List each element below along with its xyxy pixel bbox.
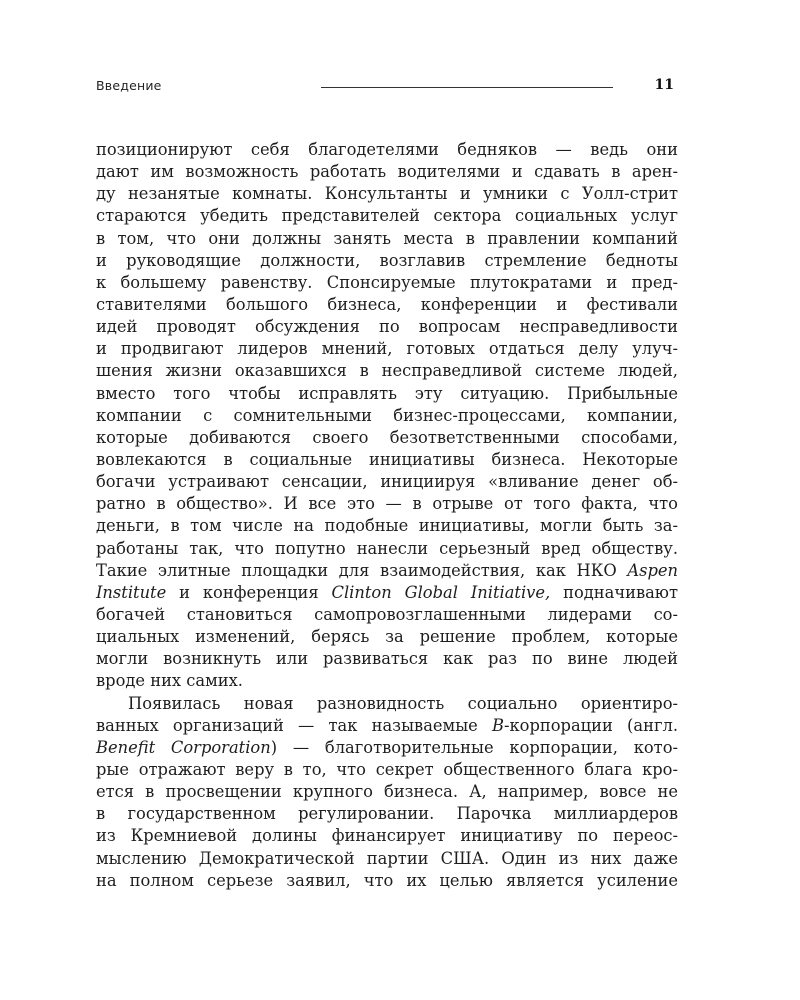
text-segment: ратно в общество». И все это — в отрыве от того факта, что [96,494,678,514]
text-line [96,538,678,560]
text-line [96,759,678,781]
text-line [96,693,678,715]
body-text [96,139,678,892]
text-segment: ванных организаций — так называемые [96,715,492,735]
section-title: Введение [96,78,162,93]
text-line [96,272,678,294]
text-segment: и конференция [166,582,332,602]
text-segment: рые отражают веру в то, что секрет общественного блага кро- [96,759,678,779]
text-segment: которые добиваются своего безответственными способами, [96,427,678,447]
text-segment: ется в просвещении крупного бизнеса. А, например, вовсе не [96,782,678,802]
text-line [96,161,678,183]
text-segment: мыслению Демократической партии США. Один из них даже [96,848,678,868]
running-header [96,77,676,99]
text-segment: богачей становиться самопровозглашенными лидерами со- [96,604,678,624]
text-segment: на полном серьезе заявил, что их целью является усиление [96,870,678,890]
text-segment: дают им возможность работать водителями и сдавать в арен- [96,162,678,182]
italic-text: B [492,715,504,735]
text-line [96,626,678,648]
text-segment: в государственном регулировании. Парочка миллиардеров [96,804,678,824]
text-line [96,493,678,515]
text-line [96,803,678,825]
text-segment: вовлекаются в социальные инициативы бизнеса. Некоторые [96,449,678,469]
text-line [96,449,678,471]
text-line [96,582,678,604]
text-segment: вместо того чтобы исправлять эту ситуацию. Прибыльные [96,383,678,403]
text-line [96,294,678,316]
text-segment: идей проводят обсуждения по вопросам несправедливости [96,317,678,337]
italic-text: Institute [96,582,167,602]
text-line [96,360,678,382]
text-line [96,781,678,803]
text-line [96,250,678,272]
text-segment: к большему равенству. Спонсируемые плутократами и пред- [96,272,678,292]
text-line [96,670,678,692]
text-line [96,648,678,670]
text-segment: Появилась новая разновидность социально ориентиро- [128,693,678,713]
text-line [96,870,678,892]
italic-text: Aspen [627,560,678,580]
text-segment: из Кремниевой долины финансирует инициативу по переос- [96,826,678,846]
text-line [96,405,678,427]
italic-text: Clinton Global Initiative, [331,582,551,602]
text-line [96,427,678,449]
text-segment: стараются убедить представителей сектора социальных услуг [96,206,678,226]
text-segment: ду незанятые комнаты. Консультанты и умники с Уолл-стрит [96,184,678,204]
page-number: 11 [654,77,674,93]
text-line [96,471,678,493]
text-line [96,383,678,405]
text-line [96,737,678,759]
text-segment: и продвигают лидеров мнений, готовых отдаться делу улуч- [96,339,678,359]
text-line [96,715,678,737]
text-line [96,228,678,250]
text-segment: богачи устраивают сенсации, инициируя «вливание денег об- [96,472,678,492]
text-segment: ) — благотворительные корпорации, кото- [270,737,678,757]
text-line [96,338,678,360]
text-segment: позиционируют себя благодетелями бедняков — ведь они [96,140,678,159]
text-segment: вроде них самих. [96,671,243,691]
text-segment: циальных изменений, берясь за решение проблем, которые [96,627,678,647]
text-segment: компании с сомнительными бизнес-процессами, компании, [96,405,678,425]
text-line [96,848,678,870]
text-segment: могли возникнуть или развиваться как раз по вине людей [96,649,678,669]
italic-text: Benefit Corporation [96,737,271,757]
text-segment: деньги, в том числе на подобные инициативы, могли быть за- [96,516,678,536]
header-rule [321,87,613,88]
text-segment: подначивают [550,582,678,602]
text-line [96,825,678,847]
text-line [96,560,678,582]
text-line [96,604,678,626]
text-line [96,205,678,227]
text-line [96,316,678,338]
text-segment: работаны так, что попутно нанесли серьезный вред обществу. [96,538,678,558]
text-line [96,139,678,161]
text-segment: шения жизни оказавшихся в несправедливой системе людей, [96,361,678,381]
text-segment: Такие элитные площадки для взаимодействия, как НКО [96,560,628,580]
text-segment: -корпорации (англ. [503,715,678,735]
text-segment: в том, что они должны занять места в правлении компаний [96,228,678,248]
text-line [96,515,678,537]
text-line [96,183,678,205]
text-segment: ставителями большого бизнеса, конференции и фестивали [96,294,678,314]
text-segment: и руководящие должности, возглавив стремление бедноты [96,250,678,270]
